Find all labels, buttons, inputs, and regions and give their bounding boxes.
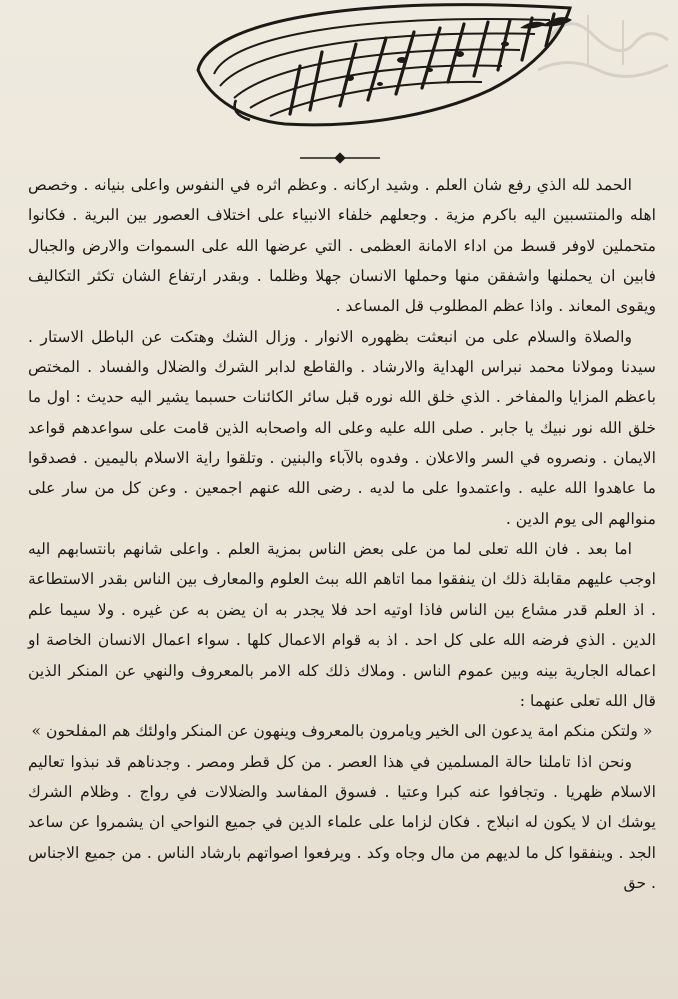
introduction-paragraph: اما بعد . فان الله تعلى لما من على بعض الناس بمزية العلم . واعلى شانهم بانتسابهم اليه اوجب عليهم مقابلة ذلك ان ينفقوا مما اتاهم الله ببث العلوم والمعارف بين الناس بقدر الاستطاعة . اذ العلم قدر مشاع بين الناس فاذا اوتيه احد فلا يجدر به ان يضن به عن غيره . ولا سيما علم الدين . الذي فرضه الله على كل احد . اذ به قوام الاعمال كلها . سواء اعمال الانسان الخاصة او اعماله الجارية بينه وبين عموم الناس . وملاك ذلك كله الامر بالمعروف والنهي عن المنكر الذين قال الله تعلى عنهما : xyxy=(28,540,656,710)
salutation-paragraph: والصلاة والسلام على من انبعثت بظهوره الانوار . وزال الشك وهتكت عن الباطل الاستار . سيدنا ومولانا محمد نبراس الهداية والارشاد . والقاطع لدابر الشرك والضلال والفساد . المختص باعظم المزايا والمفاخر . الذي خلق الله نوره قبل سائر الكائنات حسبما يشير اليه حديث : اول ما خلق الله نور نبيك يا جابر . صلى الله عليه وعلى اله واصحابه الذين قامت على سواعدهم قواعد الايمان . ونصروه في السر والاعلان . وفدوه بالآباء والبنين . وتلقوا راية الاسلام باليمين . فصدقوا ما عاهدوا الله عليه . واعتمدوا على ما لديه . رضى الله عنهم اجمعين . وعن كل من سار على منوالهم الى يوم الدين . xyxy=(28,327,656,528)
opening-paragraph: الحمد لله الذي رفع شان العلم . وشيد اركانه . وعظم اثره في النفوس واعلى بنيانه . وخصص اهله والمنتسبين اليه باكرم مزية . وجعلهم خلفاء الانبياء على اختلاف العصور بين البرية . فكانوا متحملين لاوفر قسط من اداء الامانة العظمى . التي عرضها الله على السموات والارض والجبال فابين ان يحملنها واشفقن منها وحملها الانسان جهلا وظلما . وبقدر ارتفاع الشان تكثر التكاليف ويقوى المعاند . واذا عظم المطلوب قل المساعد . xyxy=(28,176,656,316)
body-text xyxy=(28,170,656,898)
ornamental-divider xyxy=(300,152,380,164)
quran-quote: « ولتكن منكم امة يدعون الى الخير ويامرون بالمعروف وينهون عن المنكر واولئك هم المفلحون » xyxy=(31,722,653,741)
closing-paragraph: ونحن اذا تاملنا حالة المسلمين في هذا العصر . من كل قطر ومصر . وجدناهم قد نبذوا تعاليم الاسلام ظهريا . وتجافوا عنه كبرا وعتيا . فسوق المفاسد والضلالات في رواج . وظلام الشرك يوشك ان لا يكون له انبلاج . فكان لزاما على علماء الدين في جميع النواحي ان يشمروا عن ساعد الجد . وينفقوا كل ما لديهم من مال وجاه وكد . ويرفعوا اصواتهم بارشاد الناس . من جميع الاجناس . حق xyxy=(28,752,656,892)
calligraphy-emblem-icon xyxy=(190,0,590,140)
calligraphy-header xyxy=(190,0,590,140)
calligraphy-header-text xyxy=(0,0,1,1)
